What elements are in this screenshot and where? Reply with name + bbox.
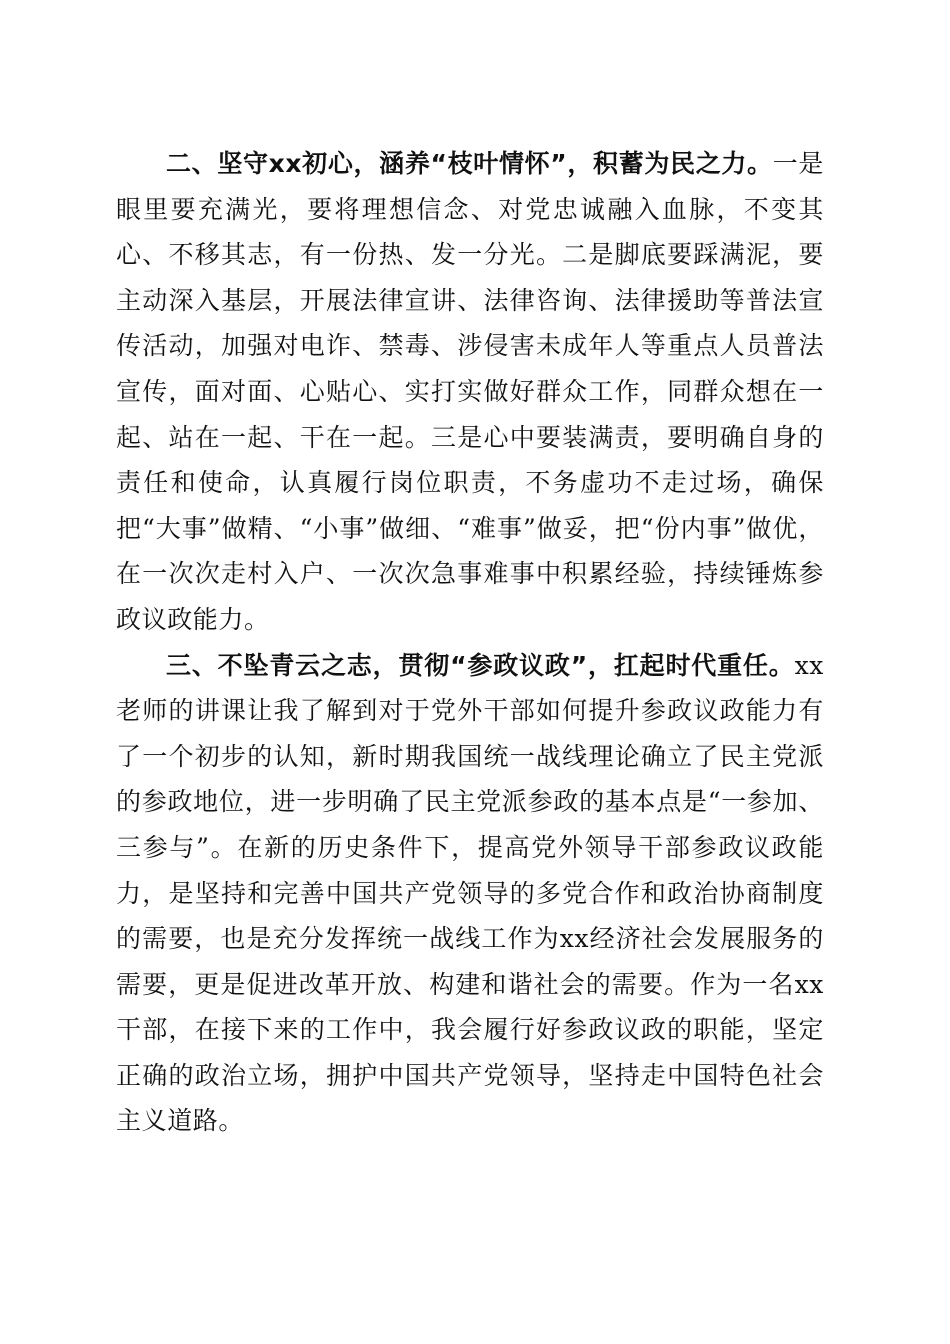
document-body: [116, 141, 824, 1144]
section-three-heading: 三、不坠青云之志，贯彻“参政议政”，扛起时代重任。: [166, 650, 795, 680]
section-two-heading: 二、坚守xx初心，涵养“枝叶情怀”，积蓄为民之力。: [166, 149, 773, 178]
paragraph-section-three: [116, 643, 824, 1145]
paragraph-section-two: [116, 141, 824, 643]
section-two-body: 一是眼里要充满光，要将理想信念、对党忠诚融入血脉，不变其心、不移其志，有一份热、发一分光。二是脚底要踩满泥，要主动深入基层，开展法律宣讲、法律咨询、法律援助等普法宣传活动，加强对电诈、禁毒、涉侵害未成年人等重点人员普法宣传，面对面、心贴心、实打实做好群众工作，同群众想在一起、站在一起、干在一起。三是心中要装满责，要明确自身的责任和使命，认真履行岗位职责，不务虚功不走过场，确保把“大事”做精、“小事”做细、“难事”做妥，把“份内事”做优，在一次次走村入户、一次次急事难事中积累经验，持续锤炼参政议政能力。: [116, 149, 824, 634]
section-three-body: xx老师的讲课让我了解到对于党外干部如何提升参政议政能力有了一个初步的认知，新时期我国统一战线理论确立了民主党派的参政地位，进一步明确了民主党派参政的基本点是“一参加、三参与”。在新的历史条件下，提高党外领导干部参政议政能力，是坚持和完善中国共产党领导的多党合作和政治协商制度的需要，也是充分发挥统一战线工作为xx经济社会发展服务的需要，更是促进改革开放、构建和谐社会的需要。作为一名xx干部，在接下来的工作中，我会履行好参政议政的职能，坚定正确的政治立场，拥护中国共产党领导，坚持走中国特色社会主义道路。: [116, 650, 824, 1136]
